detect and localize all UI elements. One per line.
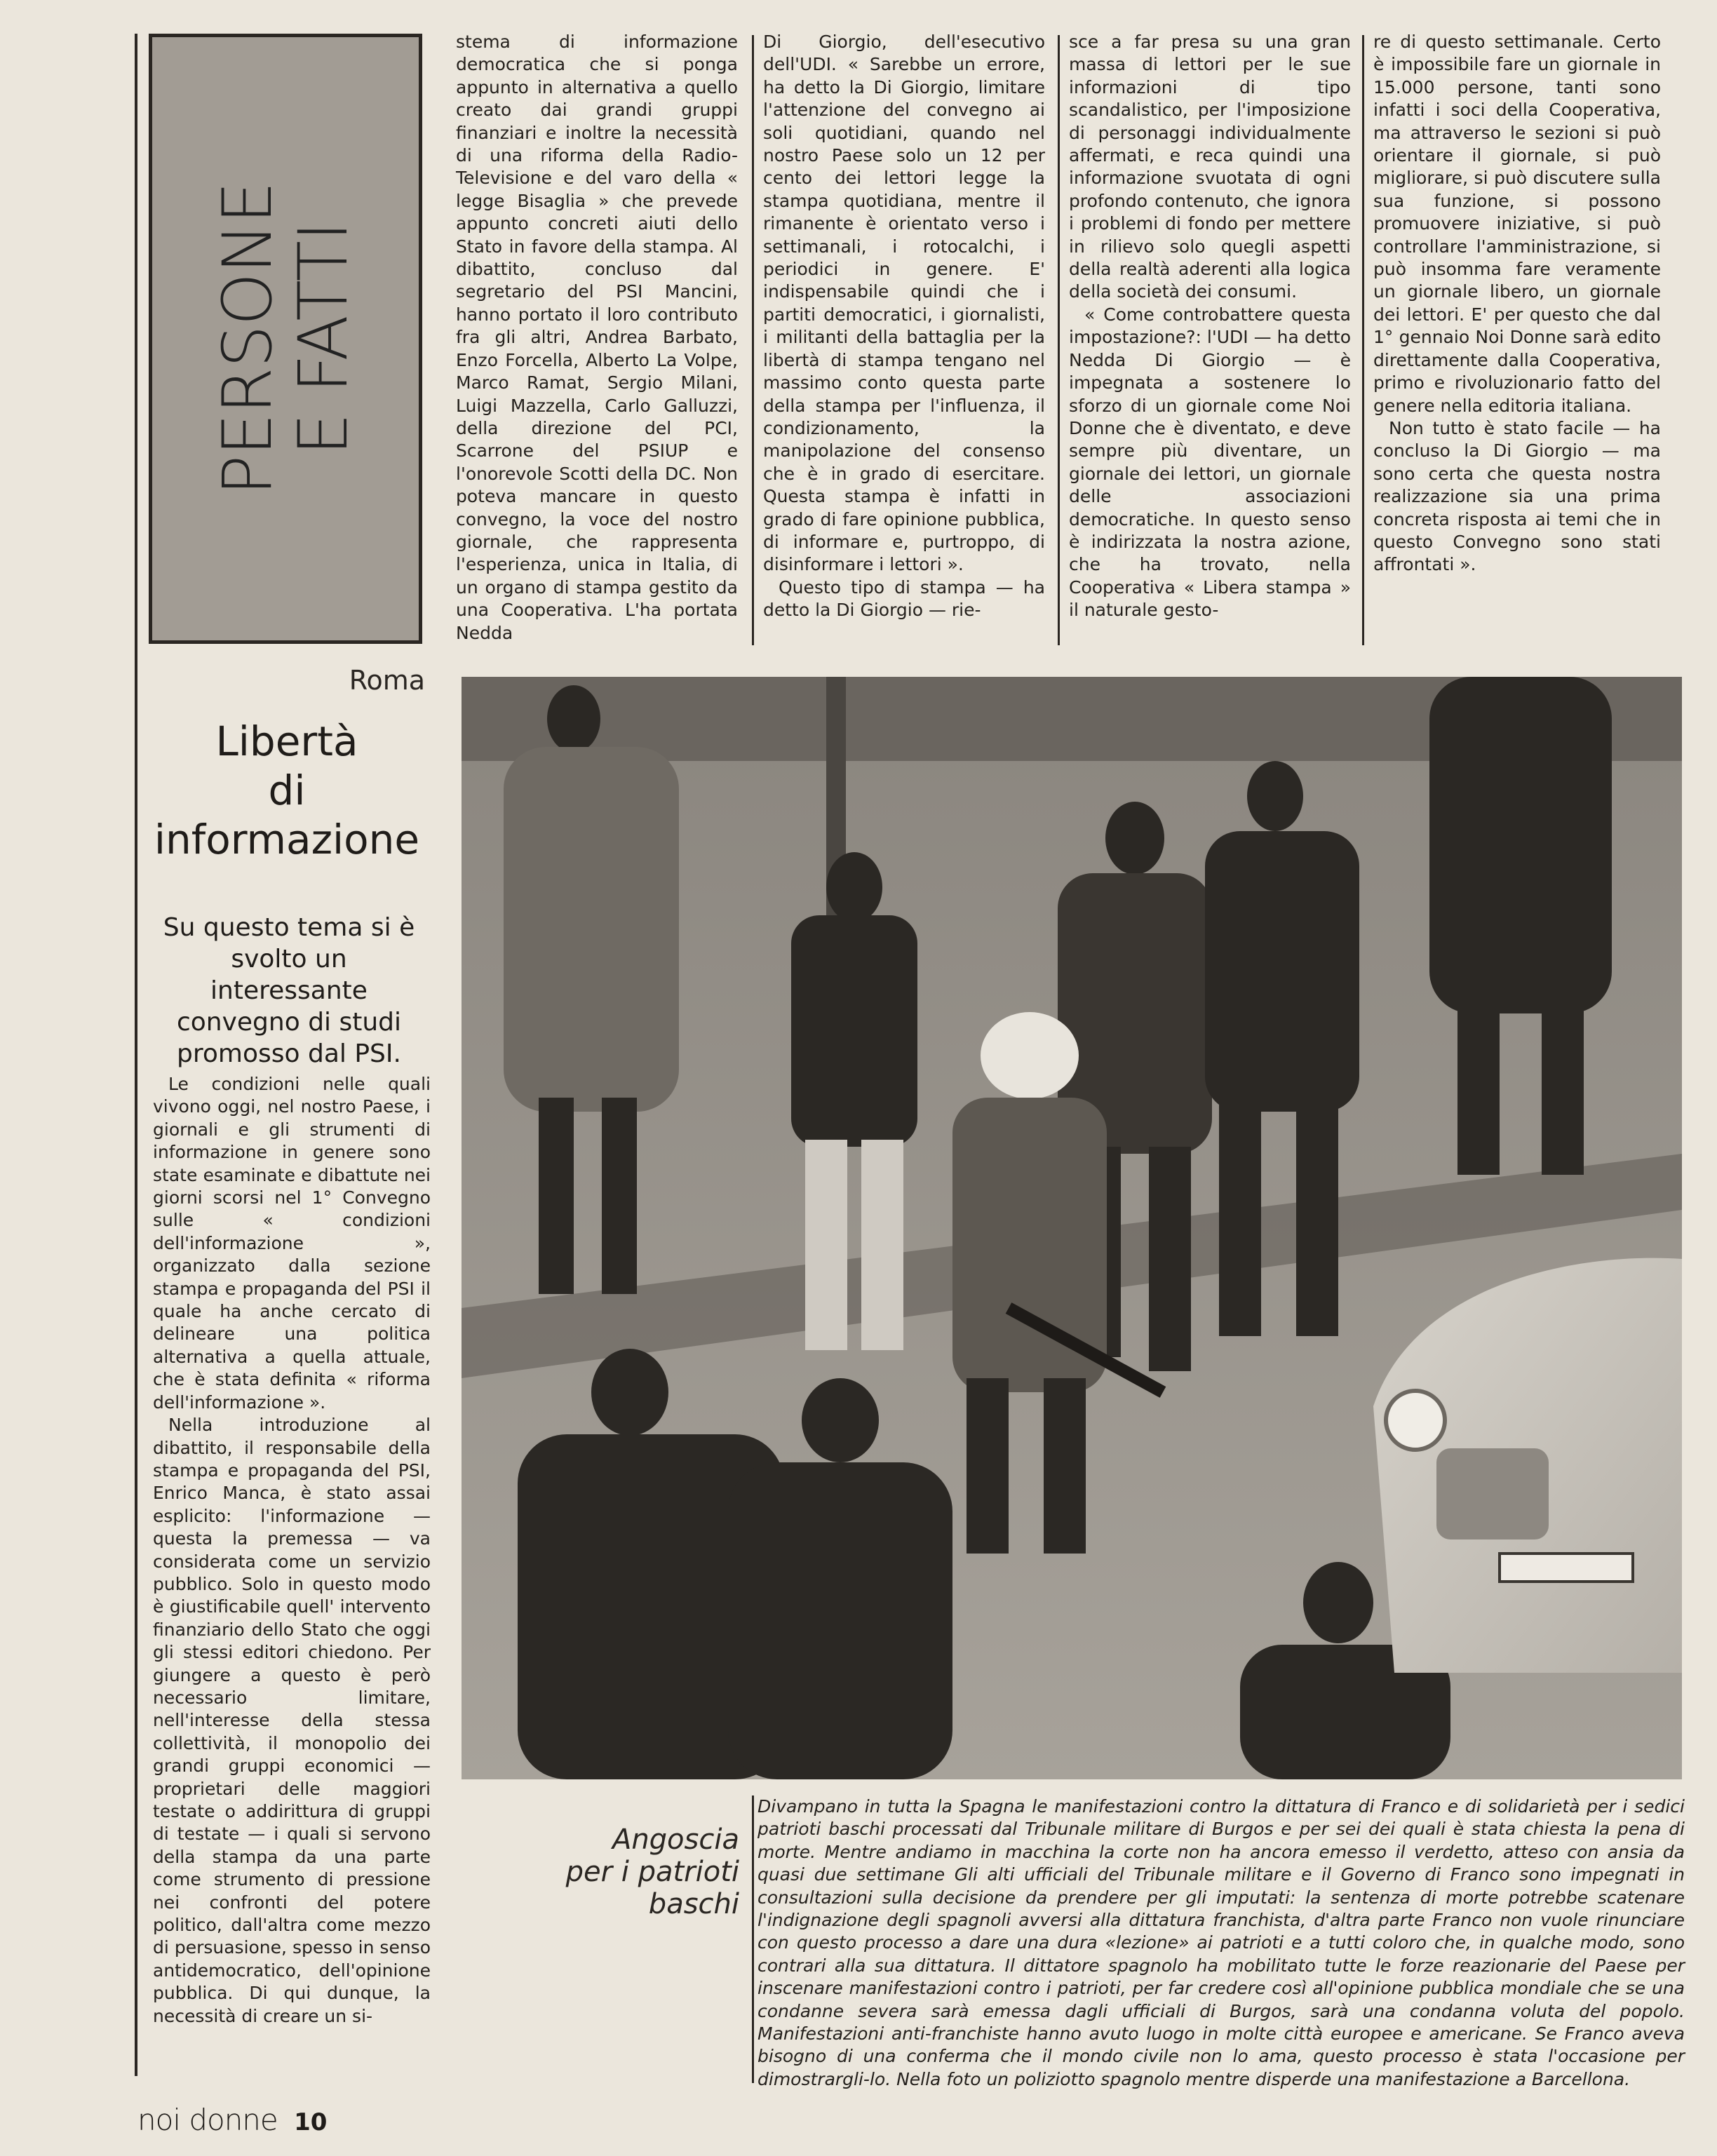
article-deck: Su questo tema si è svolto un interessante convegno di studi promosso dal PSI. — [163, 913, 415, 1068]
page-footer — [137, 2103, 327, 2137]
text-column-4 — [1069, 31, 1351, 622]
paragraph: stema di informazione democratica che si ponga appunto in alternativa a quello creato dai grandi gruppi finanziari e inoltre la necessità di una riforma della Radio-Televisione e del varo della « legge Bisaglia » che prevede appunto concreti aiuti dello Stato in favore della stampa. Al dibattito, concluso dal segretario del PSI Mancini, hanno portato il loro contributo fra gli altri, Andrea Barbato, Enzo Forcella, Alberto La Volpe, Marco Ramat, Sergio Milani, Luigi Mazzella, Carlo Galluzzi, della direzione del PCI, Scarrone del PSIUP e l'onorevole Scotti della DC. Non poteva mancare in questo convegno, la voce del nostro giornale, che rappresenta l'esperienza, unica in Italia, di un organo di stampa gestito da una Cooperativa. L'ha portata Nedda — [456, 32, 738, 643]
article-headline: Libertà di informazione — [154, 717, 420, 863]
page-number: 10 — [294, 2108, 328, 2136]
text-column-2 — [456, 31, 738, 645]
column-rule — [1058, 35, 1060, 645]
dateline-location: Roma — [349, 665, 425, 696]
paragraph: « Come controbattere questa impostazione?: l'UDI — ha detto Nedda Di Giorgio — è impegnata a sostenere lo sforzo di un giornale come Noi Donne che è diventato, e deve sempre più diventare, un giornale dei lettori, un giornale delle associazioni democratiche. In questo senso è indirizzata la nostra azione, che ha trovato, nella Cooperativa « Libera stampa » il naturale gesto- — [1069, 304, 1351, 621]
paragraph: Le condizioni nelle quali vivono oggi, nel nostro Paese, i giornali e gli strumenti di informazione in genere sono state esaminate e dibattute nei giorni scorsi nel 1° Convegno sulle « condizioni dell'informazione », organizzato dalla sezione stampa e propaganda del PSI il quale ha anche cercato di delineare una politica alternativa a quella attuale, che è stata definita « riforma dell'informazione ». — [153, 1074, 431, 1413]
text-column-5 — [1373, 31, 1661, 577]
column-rule — [1362, 35, 1364, 645]
section-title: PERSONE E FATTI — [208, 182, 363, 496]
news-photo — [462, 677, 1682, 1779]
photo-caption-text: Divampano in tutta la Spagna le manifestazioni contro la dittatura di Franco e di solidarietà per i sedici patrioti baschi processati dal Tribunale militare di Burgos e per sei dei quali è stata chiesta la pena di morte. Mentre andiamo in macchina la corte non ha ancora emesso il verdetto, atteso con ansia da quasi due settimane Gli alti ufficiali del Tribunale militare e il Governo di Franco sono impegnati in consultazioni sulla decisione da prendere per gli imputati: la sentenza di morte potrebbe scatenare l'indignazione degli spagnoli avversi alla dittatura franchista, d'altra parte Franco non vuole rinunciare con questo processo a dare una dura «lezione» ai patrioti e a tutti coloro che, in qualche modo, sono contrari alla sua dittatura. Il dittatore spagnolo ha mobilitato tutte le forze reazionarie del Paese per inscenare manifestazioni contro i patrioti, per far credere così all'opinione pubblica mondiale che se una condanne severa sarà emessa dagli ufficiali di Burgos, sarà una condanna voluta del popolo. Manifestazioni anti-franchiste hanno avuto luogo in molte città europee e americane. Se Franco aveva bisogno di una conferma che il mondo civile non lo ama, questo processo è stata l'occasione per dimostrargli-lo. Nella foto un poliziotto spagnolo mentre disperde una manifestazione a Barcellona. — [758, 1796, 1685, 2089]
paragraph: sce a far presa su una gran massa di lettori per le sue informazioni di tipo scandalistico, per l'imposizione di personaggi individualmente affermati, e reca quindi una informazione svuotata di ogni profondo contenuto, che ignora i problemi di fondo per mettere in rilievo solo quegli aspetti della realtà aderenti alla logica della società dei consumi. — [1069, 32, 1351, 302]
paragraph: Non tutto è stato facile — ha concluso la Di Giorgio — ma sono certa che questa nostra realizzazione sia una prima concreta risposta ai temi che in questo Convegno sono stati affrontati ». — [1373, 417, 1661, 575]
paragraph: Nella introduzione al dibattito, il responsabile della stampa e propaganda del PSI, Enrico Manca, è stato assai esplicito: l'informazione — questa la premessa — va considerata come un servizio pubblico. Solo in questo modo è giustificabile quell' intervento finanziario dello Stato che oggi gli stessi editori chiedono. Per giungere a questo è però necessario limitare, nell'interesse della stessa collettività, il monopolio dei grandi gruppi economici — proprietari delle maggiori testate o addirittura di gruppi di testate — i quali si servono della stampa da una parte come strumento di pressione nei confronti del potere politico, dall'altra come mezzo di persuasione, spesso in senso antidemocratico, dell'opinione pubblica. Di qui dunque, la necessità di creare un si- — [153, 1415, 431, 2026]
text-column-3 — [763, 31, 1045, 622]
text-column-1 — [153, 1073, 431, 2028]
magazine-name: noi donne — [137, 2103, 278, 2137]
column-rule — [752, 35, 754, 645]
column-rule — [752, 1795, 754, 2083]
paragraph: Di Giorgio, dell'esecutivo dell'UDI. « Sarebbe un errore, ha detto la Di Giorgio, limitare l'attenzione del convegno ai soli quotidiani, quando nel nostro Paese solo un 12 per cento dei lettori legge la stampa quotidiana, mentre il rimanente è orientato verso i settimanali, i rotocalchi, i periodici in genere. E' indispensabile quindi che i partiti democratici, i giornalisti, i militanti della battaglia per la libertà di stampa tengano nel massimo conto questa parte della stampa per l'influenza, il condizionamento, la manipolazione del consenso che è in grado di esercitare. Questa stampa è infatti in grado di fare opinione pubblica, di informare e, purtroppo, di disinformare i lettori ». — [763, 32, 1045, 575]
photo-caption-title: Angoscia per i patrioti baschi — [565, 1824, 739, 1920]
section-label-box — [149, 34, 422, 644]
photo-illustration — [462, 677, 1682, 1779]
paragraph: Questo tipo di stampa — ha detto la Di Giorgio — rie- — [763, 577, 1045, 621]
paragraph: re di questo settimanale. Certo è impossibile fare un giornale in 15.000 persone, tanti sono infatti i soci della Cooperativa, ma attraverso le sezioni si può orientare il giornale, si può migliorare, si può discutere sulla sua funzione, si possono promuovere iniziative, si può controllare l'amministrazione, si può insomma fare veramente un giornale libero, un giornale dei lettori. E' per questo che dal 1° gennaio Noi Donne sarà edito direttamente dalla Cooperativa, primo e rivoluzionario fatto del genere nella editoria italiana. — [1373, 32, 1661, 416]
left-margin-rule — [135, 34, 137, 2076]
